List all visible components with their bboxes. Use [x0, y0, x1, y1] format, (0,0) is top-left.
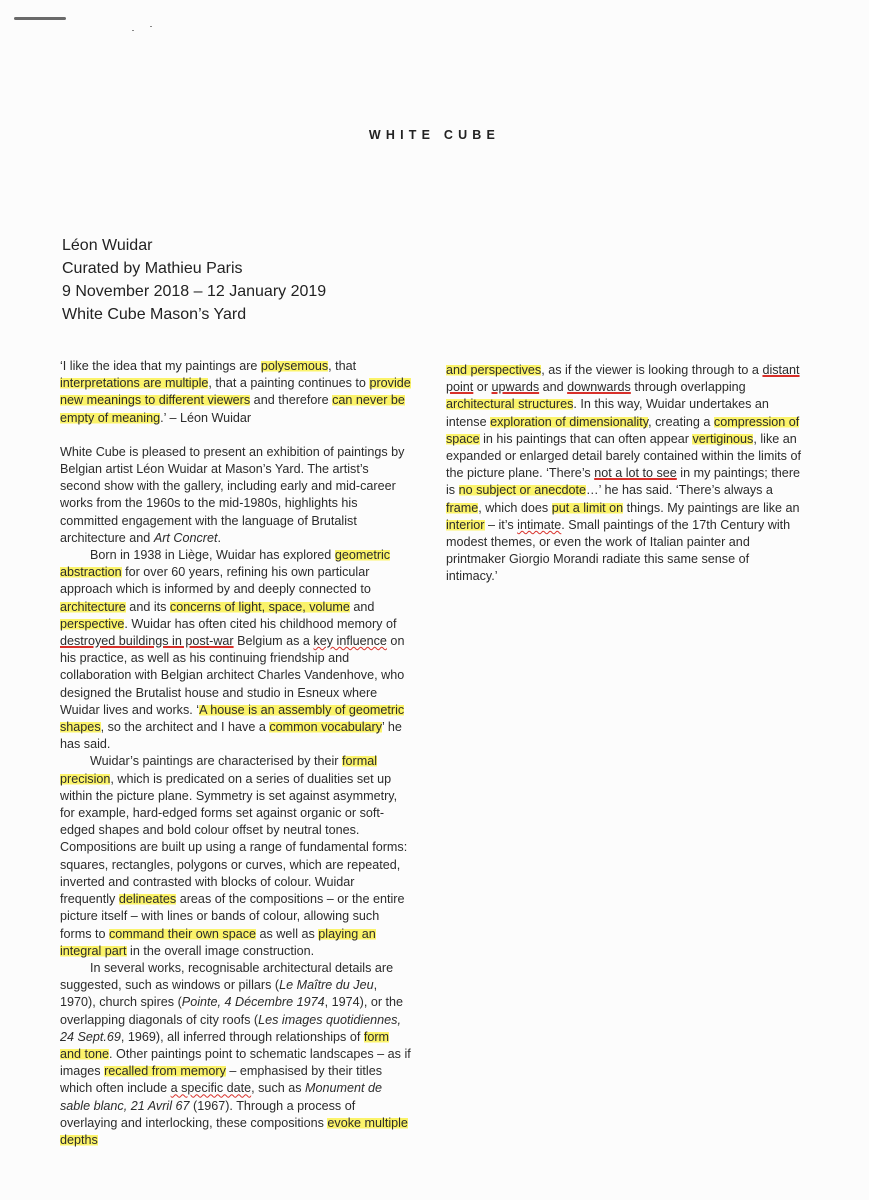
highlight: form and tone	[60, 1029, 390, 1061]
left-column	[60, 358, 412, 1149]
staple-mark	[14, 17, 66, 20]
exhibition-header	[62, 234, 326, 326]
artist-quote: ‘I like the idea that my paintings are polysemous, that interpretations are multiple, that a painting continues to provide new meanings to different viewers and therefore can never be empty of meaning.’ – Léon Wuidar	[60, 359, 411, 425]
underline: destroyed buildings in post-war	[60, 634, 234, 649]
highlight: delineates	[118, 892, 177, 907]
continuation-paragraph: and perspectives, as if the viewer is looking through to a distant point or upwards and downwards through overlapping architectural structures. In this way, Wuidar undertakes an intense exploration of dimensionality, creating a compression of space in his paintings that can often appear vertiginous, like an expanded or enlarged detail barely contained within the limits of the picture plane. ‘There’s not a lot to see in my paintings; there is no subject or anecdote…’ he has said. ‘There’s always a frame, which does put a limit on things. My paintings are like an interior – it’s intimate. Small paintings of the 17th Century with modest themes, or even the work of Italian painter and printmaker Giorgio Morandi radiate this same sense of intimacy.’	[446, 363, 801, 584]
highlight: polysemous	[260, 359, 329, 373]
underline: key influence	[313, 634, 387, 649]
venue-line: White Cube Mason’s Yard	[62, 306, 247, 323]
highlight: and perspectives	[446, 363, 542, 377]
highlight: common vocabulary	[269, 720, 383, 735]
highlight: geometric abstraction	[60, 548, 391, 580]
underline: downwards	[567, 380, 631, 395]
highlight: concerns of light, space, volume	[169, 599, 350, 614]
highlight: provide new meanings to different viewers	[60, 376, 411, 408]
curator-line: Curated by Mathieu Paris	[62, 260, 243, 277]
works-paragraph: In several works, recognisable architectural details are suggested, such as windows or pillars (Le Maître du Jeu, 1970), church spires (Pointe, 4 Décembre 1974, 1974), or the overlapping diagonals of city roofs (Les images quotidiennes, 24 Sept.69, 1969), all inferred through relationships of form and tone. Other paintings point to schematic landscapes – as if images recalled from memory – emphasised by their titles which often include a specific date, such as Monument de sable blanc, 21 Avril 67 (1967). Through a process of overlaying and interlocking, these compositions evoke multiple depths	[60, 960, 411, 1147]
highlight: no subject or anecdote	[458, 483, 587, 498]
highlight: formal precision	[60, 754, 378, 786]
scan-speck	[132, 30, 134, 31]
highlight: vertiginous	[692, 431, 754, 446]
underline: intimate	[517, 517, 562, 532]
gallery-logo: WHITE CUBE	[368, 128, 501, 142]
scan-speck	[150, 26, 152, 27]
underline: a specific date	[170, 1081, 252, 1096]
highlight: architectural structures	[446, 397, 574, 412]
highlight: architecture	[60, 599, 126, 614]
right-column	[446, 362, 802, 586]
underline: upwards	[491, 380, 540, 395]
highlight: evoke multiple depths	[60, 1115, 408, 1147]
highlight: command their own space	[109, 926, 256, 941]
artist-name: Léon Wuidar	[62, 237, 153, 254]
highlight: A house is an assembly of geometric shapes	[60, 702, 405, 735]
exhibition-dates: 9 November 2018 – 12 January 2019	[62, 283, 327, 300]
highlight: compression of space	[446, 414, 800, 446]
underline: distant point	[446, 363, 800, 395]
highlight: exploration of dimensionality	[490, 414, 649, 429]
highlight: playing an integral part	[60, 926, 376, 958]
highlight: interpretations are multiple	[60, 376, 209, 391]
highlight: interior	[446, 517, 485, 532]
biography-paragraph: Born in 1938 in Liège, Wuidar has explored geometric abstraction for over 60 years, refining his own particular approach which is informed by and deeply connected to architecture and its concerns of light, space, volume and perspective. Wuidar has often cited his childhood memory of destroyed buildings in post-war Belgium as a key influence on his practice, as well as his continuing friendship and collaboration with Belgian architect Charles Vandenhove, who designed the Brutalist house and studio in Esneux where Wuidar lives and works. ‘A house is an assembly of geometric shapes, so the architect and I have a common vocabulary’ he has said.	[60, 548, 405, 752]
highlight: frame	[446, 500, 479, 515]
highlight: perspective	[60, 616, 125, 631]
highlight: put a limit on	[551, 500, 624, 515]
highlight: recalled from memory	[104, 1064, 226, 1079]
paintings-paragraph: Wuidar’s paintings are characterised by their formal precision, which is predicated on a series of dualities set up within the picture plane. Symmetry is set against asymmetry, for example, hard-edged forms set against organic or soft-edged shapes and bold colour offset by neutral tones. Compositions are built up using a range of fundamental forms: squares, rectangles, polygons or curves, which are repeated, inverted and contrasted with blocks of colour. Wuidar frequently delineates areas of the compositions – or the entire picture itself – with lines or bands of colour, allowing such forms to command their own space as well as playing an integral part in the overall image construction.	[60, 754, 408, 958]
intro-paragraph: White Cube is pleased to present an exhibition of paintings by Belgian artist Léon Wuidar at Mason’s Yard. The artist’s second show with the gallery, including early and mid-career works from the 1960s to the mid-1980s, highlights his committed engagement with the language of Brutalist architecture and Art Concret.	[60, 444, 405, 545]
underline: not a lot to see	[594, 466, 677, 481]
highlight: can never be empty of meaning	[60, 393, 405, 425]
